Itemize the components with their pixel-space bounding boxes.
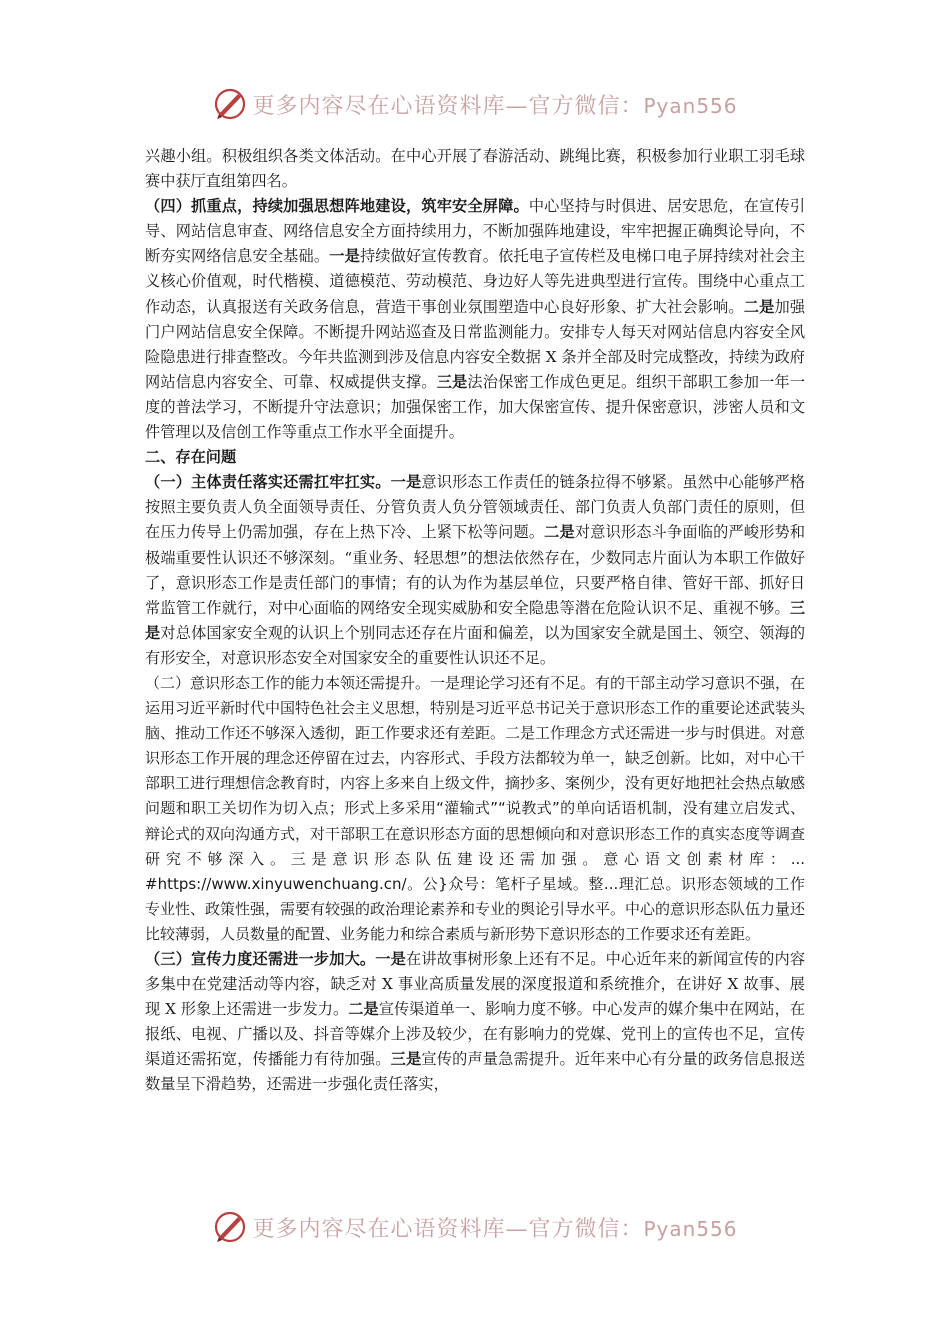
watermark-banner-bottom xyxy=(0,1207,950,1247)
watermark-banner-top xyxy=(0,84,950,124)
paragraph-heading: （一）主体责任落实还需扛牢扛实。 xyxy=(145,473,391,492)
pen-logo-icon xyxy=(212,86,248,122)
paragraph-heading: （四）抓重点，持续加强思想阵地建设，筑牢安全屏障。 xyxy=(145,197,529,216)
paragraph-heading: （三）宣传力度还需进一步加大。 xyxy=(145,950,376,968)
paragraph: （四）抓重点，持续加强思想阵地建设，筑牢安全屏障。中心坚持与时俱进、居安思危，在宣传引导、网站信息审查、网络信息安全方面持续用力，不断加强阵地建设，牢牢把握正确舆论导向，不断夯实网络信息安全基础。一是持续做好宣传教育。依托电子宣传栏及电梯口电子屏持续对社会主义核心价值观，时代楷模、道德模范、劳动模范、身边好人等先进典型进行宣传。围绕中心重点工作动态，认真报送有关政务信息，营造干事创业氛围塑造中心良好形象、扩大社会影响。二是加强门户网站信息安全保障。不断提升网站巡查及日常监测能力。安排专人每天对网站信息内容安全风险隐患进行排查整改。今年共监测到涉及信息内容安全数据 X 条并全部及时完成整改，持续为政府网站信息内容安全、可靠、权威提供支撑。三是法治保密工作成色更足。组织干部职工参加一年一度的普法学习，不断提升守法意识；加强保密工作，加大保密宣传、提升保密意识，涉密人员和文件管理以及信创工作等重点工作水平全面提升。 xyxy=(145,197,806,442)
section-heading: 二、存在问题 xyxy=(145,448,237,467)
paragraph: （一）主体责任落实还需扛牢扛实。一是意识形态工作责任的链条拉得不够紧。虽然中心能够严格按照主要负责人负全面领导责任、分管负责人负分管领域责任、部门负责人负部门责任的原则，但在压力传导上仍需加强，存在上热下冷、上紧下松等问题。二是对意识形态斗争面临的严峻形势和极端重要性认识还不够深刻。“重业务、轻思想”的想法依然存在，少数同志片面认为本职工作做好了，意识形态工作是责任部门的事情；有的认为作为基层单位，只要严格自律、管好干部、抓好日常监管工作就行，对中心面临的网络安全现实威胁和安全隐患等潜在危险认识不足、重视不够。三是对总体国家安全观的认识上个别同志还存在片面和偏差，以为国家安全就是国土、领空、领海的有形安全，对意识形态安全对国家安全的重要性认识还不足。 xyxy=(145,473,806,667)
document-body xyxy=(145,144,805,1098)
paragraph: 兴趣小组。积极组织各类文体活动。在中心开展了春游活动、跳绳比赛，积极参加行业职工羽毛球赛中获厅直组第四名。 xyxy=(145,147,805,191)
paragraph: （三）宣传力度还需进一步加大。一是在讲故事树形象上还有不足。中心近年来的新闻宣传的内容多集中在党建活动等内容，缺乏对 X 事业高质量发展的深度报道和系统推介，在讲好 X 故事、展现 X 形象上还需进一步发力。二是宣传渠道单一、影响力度不够。中心发声的媒介集中在网站，在报纸、电视、广播以及、抖音等媒介上涉及较少，在有影响力的党媒、党刊上的宣传也不足，宣传渠道还需拓宽，传播能力有待加强。三是宣传的声量急需提升。近年来中心有分量的政务信息报送数量呈下滑趋势，还需进一步强化责任落实， xyxy=(145,950,806,1094)
pen-logo-icon xyxy=(212,1209,248,1245)
watermark-text: 更多内容尽在心语资料库—官方微信：Pyan556 xyxy=(252,1216,738,1242)
watermark-text: 更多内容尽在心语资料库—官方微信：Pyan556 xyxy=(252,93,738,119)
paragraph: （二）意识形态工作的能力本领还需提升。一是理论学习还有不足。有的干部主动学习意识不强，在运用习近平新时代中国特色社会主义思想，特别是习近平总书记关于意识形态工作的重要论述武装头脑、推动工作还不够深入透彻，距工作要求还有差距。二是工作理念方式还需进一步与时俱进。对意识形态工作开展的理念还停留在过去，内容形式、手段方法都较为单一，缺乏创新。比如，对中心干部职工进行理想信念教育时，内容上多来自上级文件，摘抄多、案例少，没有更好地把社会热点敏感问题和职工关切作为切入点；形式上多采用“灌输式”“说教式”的单向话语机制，没有建立启发式、辩论式的双向沟通方式，对干部职工在意识形态方面的思想倾向和对意识形态工作的真实态度等调查研究不够深入。三是意识形态队伍建设还需加强。意心语文创素材库：... #https://www.xinyuwenchuang.cn/。公}众号：笔杆子星域。整...理汇总。识形态领域的工作专业性、政策性强，需要有较强的政治理论素养和专业的舆论引导水平。中心的意识形态队伍力量还比较薄弱，人员数量的配置、业务能力和综合素质与新形势下意识形态的工作要求还有差距。 xyxy=(145,673,806,943)
